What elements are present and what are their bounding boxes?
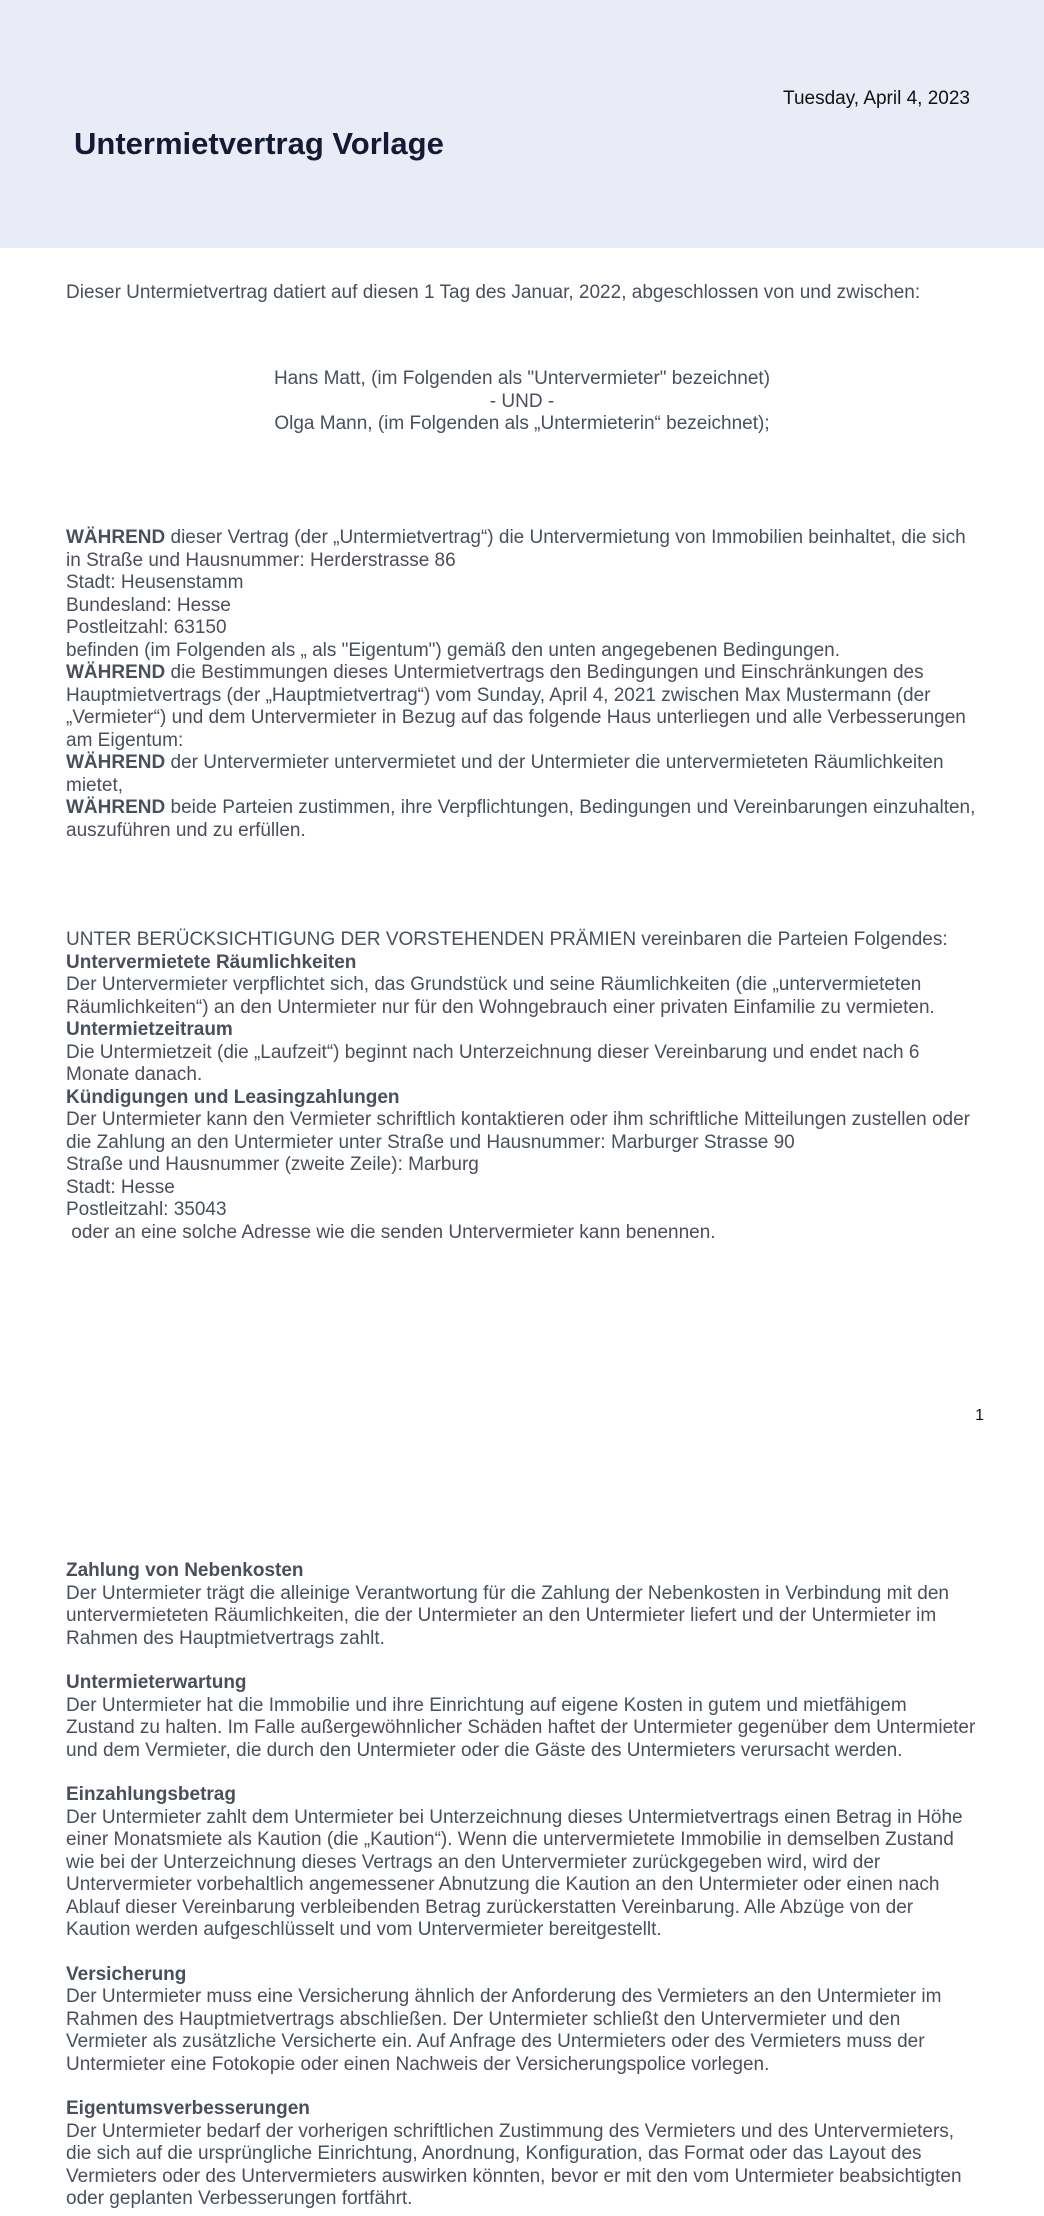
clauses-section bbox=[66, 1560, 978, 2211]
notice-zip: Postleitzahl: 35043 bbox=[66, 1199, 227, 1220]
party-sublessor: Hans Matt, (im Folgenden als "Untervermieter" bezeichnet) bbox=[273, 368, 771, 389]
notice-tail: oder an eine solche Adresse wie die senden Untervermieter kann benennen. bbox=[66, 1221, 716, 1243]
whereas-keyword: WÄHREND bbox=[66, 797, 166, 818]
clause-text: Der Untermieter trägt die alleinige Verantwortung für die Zahlung der Nebenkosten in Verbindung mit den untervermieteten Räumlichkeiten, die der Untermieter an den Untermieter liefert und der Untermieter im Rahmen des Hauptmietvertrags zahlt. bbox=[66, 1582, 949, 1649]
notice-heading: Kündigungen und Leasingzahlungen bbox=[66, 1086, 400, 1108]
clause-heading: Einzahlungsbetrag bbox=[66, 1784, 236, 1805]
terms-lead: UNTER BERÜCKSICHTIGUNG DER VORSTEHENDEN PRÄMIEN vereinbaren die Parteien Folgendes: bbox=[66, 929, 948, 950]
clause-heading: Untermieterwartung bbox=[66, 1672, 247, 1693]
property-definition: befinden (im Folgenden als „ als "Eigentum") gemäß den unten angegebenen Bedingungen. bbox=[66, 639, 841, 661]
whereas-clause-3: WÄHREND der Untervermieter untervermietet und der Untermieter die untervermieteten Räumlichkeiten mietet, bbox=[66, 752, 944, 796]
clause-utilities bbox=[66, 1560, 978, 1650]
clause-heading: Zahlung von Nebenkosten bbox=[66, 1560, 304, 1581]
clause-deposit bbox=[66, 1784, 978, 1942]
notice-street2: Straße und Hausnummer (zweite Zeile): Marburg bbox=[66, 1154, 479, 1175]
page-number: 1 bbox=[975, 1407, 984, 1424]
whereas-section bbox=[66, 527, 978, 842]
premises-text: Der Untervermieter verpflichtet sich, das Grundstück und seine Räumlichkeiten (die „untervermieteten Räumlichkeiten“) an den Untermieter nur für den Wohngebrauch einer privaten Einfamilie zu vermieten. bbox=[66, 974, 935, 1018]
period-text: Die Untermietzeit (die „Laufzeit“) beginnt nach Unterzeichnung dieser Vereinbarung und endet nach 6 Monate danach. bbox=[66, 1041, 920, 1085]
document-header bbox=[0, 0, 1044, 248]
clause-text: Der Untermieter muss eine Versicherung ähnlich der Anforderung des Vermieters an den Untermieter im Rahmen des Hauptmietvertrags abschließen. Der Untermieter schließt den Untervermieter und den Vermieter als zusätzliche Versicherte ein. Auf Anfrage des Untermieters oder des Vermieters muss der Untermieter eine Fotokopie oder einen Nachweis der Versicherungspolice vorlegen. bbox=[66, 1986, 942, 2075]
whereas-keyword: WÄHREND bbox=[66, 662, 166, 683]
intro-section bbox=[66, 282, 978, 305]
clause-text: Der Untermieter bedarf der vorherigen schriftlichen Zustimmung des Vermieters und des Untervermieters, die sich auf die ursprüngliche Einrichtung, Anordnung, Konfiguration, das Format oder das Layout des Vermieters oder des Untervermieters auswirken könnten, bevor er mit den vom Untermieter beabsichtigten oder geplanten Verbesserungen fortfährt. bbox=[66, 2120, 962, 2209]
terms-section bbox=[66, 929, 978, 1244]
property-city: Stadt: Heusenstamm bbox=[66, 572, 244, 593]
whereas-clause-2: WÄHREND die Bestimmungen dieses Untermietvertrags den Bedingungen und Einschränkungen des Hauptmietvertrags (der „Hauptmietvertrag“) vom Sunday, April 4, 2021 zwischen Max Mustermann (der „Vermieter“) und dem Untervermieter in Bezug auf das folgende Haus unterliegen und alle Verbesserungen am Eigentum: bbox=[66, 662, 966, 751]
whereas-keyword: WÄHREND bbox=[66, 527, 166, 548]
clause-heading: Versicherung bbox=[66, 1963, 187, 1985]
clause-improvements bbox=[66, 2098, 978, 2211]
party-subtenant: Olga Mann, (im Folgenden als „Untermieterin“ bezeichnet); bbox=[274, 413, 770, 434]
period-heading: Untermietzeitraum bbox=[66, 1019, 233, 1040]
notice-text: Der Untermieter kann den Vermieter schriftlich kontaktieren oder ihm schriftliche Mitteilungen zustellen oder die Zahlung an den Untermieter unter Straße und Hausnummer: Marburger Strasse 90 bbox=[66, 1109, 970, 1153]
intro-paragraph: Dieser Untermietvertrag datiert auf diesen 1 Tag des Januar, 2022, abgeschlossen von und zwischen: bbox=[66, 282, 921, 303]
notice-city: Stadt: Hesse bbox=[66, 1176, 175, 1198]
whereas-clause-1: WÄHREND dieser Vertrag (der „Untermietvertrag“) die Untervermietung von Immobilien beinhaltet, die sich in Straße und Hausnummer: Herderstrasse 86 bbox=[66, 527, 966, 571]
clause-insurance bbox=[66, 1964, 978, 2077]
clause-maintenance bbox=[66, 1672, 978, 1762]
premises-heading: Untervermietete Räumlichkeiten bbox=[66, 951, 357, 973]
property-state: Bundesland: Hesse bbox=[66, 594, 231, 616]
whereas-clause-4: WÄHREND beide Parteien zustimmen, ihre Verpflichtungen, Bedingungen und Vereinbarungen einzuhalten, auszuführen und zu erfüllen. bbox=[66, 797, 976, 841]
clause-text: Der Untermieter zahlt dem Untermieter bei Unterzeichnung dieses Untermietvertrags einen Betrag in Höhe einer Monatsmiete als Kaution (die „Kaution“). Wenn die untervermietete Immobilie in demselben Zustand wie bei der Unterzeichnung dieses Vertrags an den Untervermieter zurückgegeben wird, wird der Untervermieter vorbehaltlich angemessener Abnutzung die Kaution an den Untermieter oder einen nach Ablauf dieser Vereinbarung verbleibenden Betrag zurückerstatten Vereinbarung. Alle Abzüge von der Kaution werden aufgeschlüsselt und vom Untervermieter bereitgestellt. bbox=[66, 1806, 963, 1940]
parties-block bbox=[66, 368, 978, 436]
document-title: Untermietvertrag Vorlage bbox=[74, 126, 444, 161]
clause-heading: Eigentumsverbesserungen bbox=[66, 2098, 310, 2119]
document-date: Tuesday, April 4, 2023 bbox=[783, 88, 970, 109]
clause-text: Der Untermieter hat die Immobilie und ihre Einrichtung auf eigene Kosten in gutem und mietfähigem Zustand zu halten. Im Falle außergewöhnlicher Schäden haftet der Untermieter gegenüber dem Untermieter und dem Vermieter, die durch den Untermieter oder die Gäste des Untermieters verursacht werden. bbox=[66, 1694, 976, 1761]
party-separator: - UND - bbox=[489, 390, 555, 412]
property-zip: Postleitzahl: 63150 bbox=[66, 617, 227, 638]
whereas-keyword: WÄHREND bbox=[66, 752, 166, 773]
